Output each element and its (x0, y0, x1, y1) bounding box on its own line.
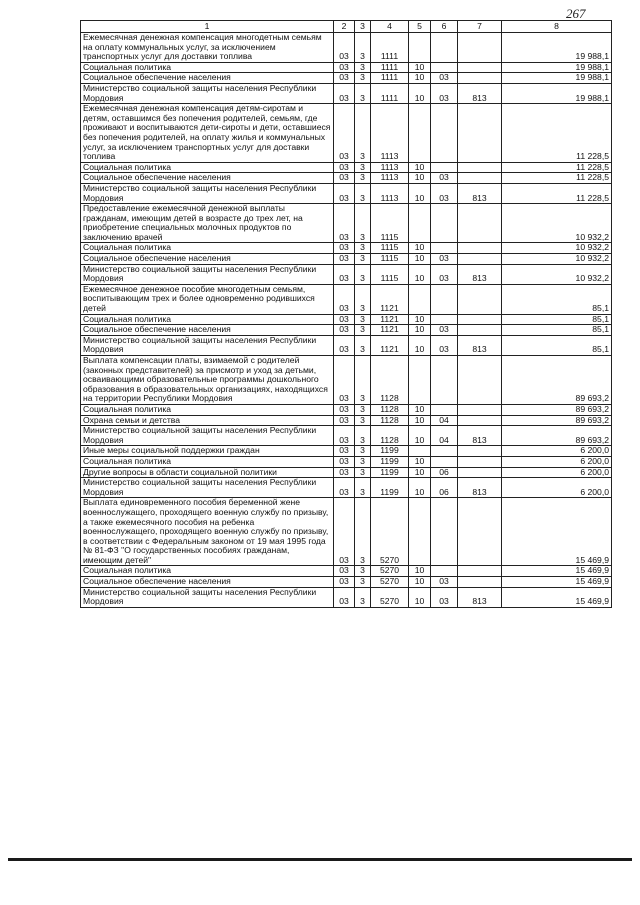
item-name-cell: Социальная политика (81, 314, 334, 325)
code-cell: 3 (355, 446, 371, 457)
department-cell: 813 (458, 264, 502, 284)
subsection-cell (431, 104, 458, 163)
section-cell (409, 204, 431, 243)
item-name-cell: Министерство социальной защиты населения Республики Мордовия (81, 478, 334, 498)
department-cell (458, 577, 502, 588)
item-name-cell: Ежемесячное денежное пособие многодетным семьям, воспитывающим трех и более одновременно родившихся детей (81, 284, 334, 314)
section-cell: 10 (409, 264, 431, 284)
table-row (81, 404, 612, 415)
table-row (81, 577, 612, 588)
header-cell: 2 (334, 21, 355, 33)
code-cell: 3 (355, 566, 371, 577)
code-cell: 03 (334, 498, 355, 566)
item-name-cell: Социальная политика (81, 456, 334, 467)
code-cell: 3 (355, 33, 371, 63)
subsection-cell: 03 (431, 83, 458, 103)
subsection-cell: 03 (431, 183, 458, 203)
item-name-cell: Ежемесячная денежная компенсация многодетным семьям на оплату коммунальных услуг, за исключением транспортных услуг для доставки топлива (81, 33, 334, 63)
amount-cell: 11 228,5 (502, 183, 612, 203)
item-name-cell: Министерство социальной защиты населения Республики Мордовия (81, 264, 334, 284)
code-cell: 3 (355, 314, 371, 325)
item-name-cell: Социальная политика (81, 162, 334, 173)
table-row (81, 587, 612, 607)
section-cell (409, 356, 431, 405)
table-row (81, 173, 612, 184)
department-cell (458, 254, 502, 265)
amount-cell: 19 988,1 (502, 62, 612, 73)
item-name-cell: Социальное обеспечение населения (81, 577, 334, 588)
subsection-cell (431, 162, 458, 173)
item-name-cell: Охрана семьи и детства (81, 415, 334, 426)
amount-cell: 15 469,9 (502, 577, 612, 588)
code-cell: 1121 (371, 335, 409, 355)
item-name-cell: Министерство социальной защиты населения Республики Мордовия (81, 426, 334, 446)
item-name-cell: Социальная политика (81, 62, 334, 73)
item-name-cell: Социальное обеспечение населения (81, 325, 334, 336)
amount-cell: 10 932,2 (502, 204, 612, 243)
section-cell: 10 (409, 587, 431, 607)
section-cell: 10 (409, 254, 431, 265)
department-cell (458, 314, 502, 325)
subsection-cell: 03 (431, 577, 458, 588)
code-cell: 03 (334, 404, 355, 415)
item-name-cell: Социальное обеспечение населения (81, 173, 334, 184)
code-cell: 3 (355, 73, 371, 84)
department-cell (458, 415, 502, 426)
amount-cell: 85,1 (502, 335, 612, 355)
code-cell: 3 (355, 404, 371, 415)
table-row (81, 73, 612, 84)
code-cell: 03 (334, 162, 355, 173)
section-cell: 10 (409, 335, 431, 355)
item-name-cell: Социальное обеспечение населения (81, 254, 334, 265)
code-cell: 3 (355, 284, 371, 314)
code-cell: 03 (334, 356, 355, 405)
department-cell: 813 (458, 478, 502, 498)
code-cell: 3 (355, 62, 371, 73)
subsection-cell: 03 (431, 254, 458, 265)
code-cell: 03 (334, 577, 355, 588)
code-cell: 5270 (371, 498, 409, 566)
header-cell: 3 (355, 21, 371, 33)
subsection-cell (431, 356, 458, 405)
amount-cell: 11 228,5 (502, 104, 612, 163)
code-cell: 1111 (371, 33, 409, 63)
code-cell: 03 (334, 456, 355, 467)
section-cell: 10 (409, 83, 431, 103)
code-cell: 5270 (371, 566, 409, 577)
amount-cell: 89 693,2 (502, 356, 612, 405)
table-row (81, 243, 612, 254)
code-cell: 3 (355, 356, 371, 405)
department-cell (458, 173, 502, 184)
subsection-cell (431, 314, 458, 325)
code-cell: 03 (334, 284, 355, 314)
header-cell: 1 (81, 21, 334, 33)
header-cell: 8 (502, 21, 612, 33)
amount-cell: 6 200,0 (502, 456, 612, 467)
item-name-cell: Выплата компенсации платы, взимаемой с родителей (законных представителей) за присмотр и уход за детьми, осваивающими образовательные программы дошкольного образования в образовательных организациях, находящихся на территории Республики Мордовия (81, 356, 334, 405)
amount-cell: 10 932,2 (502, 264, 612, 284)
section-cell: 10 (409, 577, 431, 588)
amount-cell: 10 932,2 (502, 243, 612, 254)
amount-cell: 10 932,2 (502, 254, 612, 265)
table-row (81, 162, 612, 173)
item-name-cell: Предоставление ежемесячной денежной выплаты гражданам, имеющим детей в возрасте до трех лет, на приобретение специальных молочных продуктов по заключению врачей (81, 204, 334, 243)
department-cell: 813 (458, 426, 502, 446)
department-cell (458, 33, 502, 63)
code-cell: 3 (355, 173, 371, 184)
department-cell (458, 456, 502, 467)
table-row (81, 183, 612, 203)
code-cell: 5270 (371, 577, 409, 588)
code-cell: 03 (334, 62, 355, 73)
amount-cell: 6 200,0 (502, 478, 612, 498)
code-cell: 03 (334, 426, 355, 446)
code-cell: 1128 (371, 426, 409, 446)
code-cell: 03 (334, 335, 355, 355)
table-row (81, 456, 612, 467)
section-cell (409, 33, 431, 63)
code-cell: 3 (355, 162, 371, 173)
code-cell: 3 (355, 183, 371, 203)
code-cell: 3 (355, 335, 371, 355)
section-cell (409, 284, 431, 314)
code-cell: 1113 (371, 173, 409, 184)
table-row (81, 314, 612, 325)
item-name-cell: Министерство социальной защиты населения Республики Мордовия (81, 83, 334, 103)
department-cell (458, 243, 502, 254)
amount-cell: 6 200,0 (502, 467, 612, 478)
page-number: 267 (566, 6, 586, 21)
subsection-cell: 03 (431, 264, 458, 284)
code-cell: 03 (334, 314, 355, 325)
code-cell: 3 (355, 83, 371, 103)
section-cell (409, 446, 431, 457)
code-cell: 1115 (371, 264, 409, 284)
code-cell: 1111 (371, 83, 409, 103)
amount-cell: 15 469,9 (502, 498, 612, 566)
department-cell (458, 467, 502, 478)
department-cell (458, 404, 502, 415)
section-cell: 10 (409, 183, 431, 203)
code-cell: 3 (355, 478, 371, 498)
section-cell: 10 (409, 566, 431, 577)
code-cell: 03 (334, 446, 355, 457)
budget-table (80, 20, 612, 608)
department-cell (458, 566, 502, 577)
code-cell: 3 (355, 426, 371, 446)
code-cell: 3 (355, 204, 371, 243)
code-cell: 1199 (371, 478, 409, 498)
amount-cell: 89 693,2 (502, 426, 612, 446)
subsection-cell (431, 284, 458, 314)
amount-cell: 85,1 (502, 284, 612, 314)
department-cell (458, 446, 502, 457)
subsection-cell: 03 (431, 173, 458, 184)
code-cell: 3 (355, 325, 371, 336)
department-cell (458, 204, 502, 243)
table-row (81, 104, 612, 163)
code-cell: 3 (355, 104, 371, 163)
amount-cell: 19 988,1 (502, 33, 612, 63)
amount-cell: 19 988,1 (502, 73, 612, 84)
subsection-cell: 03 (431, 325, 458, 336)
code-cell: 03 (334, 173, 355, 184)
code-cell: 03 (334, 104, 355, 163)
code-cell: 1199 (371, 446, 409, 457)
section-cell: 10 (409, 456, 431, 467)
department-cell (458, 73, 502, 84)
header-cell: 7 (458, 21, 502, 33)
department-cell (458, 62, 502, 73)
code-cell: 03 (334, 587, 355, 607)
code-cell: 3 (355, 254, 371, 265)
amount-cell: 15 469,9 (502, 566, 612, 577)
table-row (81, 498, 612, 566)
subsection-cell (431, 404, 458, 415)
subsection-cell (431, 33, 458, 63)
code-cell: 3 (355, 587, 371, 607)
subsection-cell: 03 (431, 73, 458, 84)
subsection-cell (431, 243, 458, 254)
code-cell: 03 (334, 325, 355, 336)
table-row (81, 446, 612, 457)
table-row (81, 83, 612, 103)
code-cell: 1121 (371, 314, 409, 325)
code-cell: 1113 (371, 183, 409, 203)
section-cell: 10 (409, 314, 431, 325)
section-cell: 10 (409, 478, 431, 498)
code-cell: 1111 (371, 73, 409, 84)
code-cell: 1115 (371, 204, 409, 243)
amount-cell: 89 693,2 (502, 415, 612, 426)
code-cell: 3 (355, 415, 371, 426)
subsection-cell: 03 (431, 587, 458, 607)
table-row (81, 467, 612, 478)
table-row (81, 415, 612, 426)
code-cell: 5270 (371, 587, 409, 607)
table-row (81, 264, 612, 284)
table-row (81, 356, 612, 405)
header-cell: 4 (371, 21, 409, 33)
section-cell: 10 (409, 62, 431, 73)
department-cell (458, 356, 502, 405)
section-cell: 10 (409, 404, 431, 415)
code-cell: 3 (355, 243, 371, 254)
header-cell: 5 (409, 21, 431, 33)
item-name-cell: Социальное обеспечение населения (81, 73, 334, 84)
code-cell: 1113 (371, 104, 409, 163)
subsection-cell (431, 204, 458, 243)
code-cell: 1199 (371, 467, 409, 478)
subsection-cell: 06 (431, 478, 458, 498)
item-name-cell: Ежемесячная денежная компенсация детям-сиротам и детям, оставшимся без попечения родителей, семьям, где проживают и воспитываются дети-сироты и дети, оставшиеся без попечения родителей, на оплату жилья и коммунальных услуг, за исключением транспортных услуг для доставки топлива (81, 104, 334, 163)
code-cell: 03 (334, 73, 355, 84)
code-cell: 1121 (371, 325, 409, 336)
item-name-cell: Социальная политика (81, 404, 334, 415)
item-name-cell: Выплата единовременного пособия беременной жене военнослужащего, проходящего военную службу по призыву, а также ежемесячного пособия на ребенка военнослужащего, проходящего военную службу по призыву, в соответствии с Федеральным законом от 19 мая 1995 года № 81-ФЗ "О государственных пособиях гражданам, имеющим детей" (81, 498, 334, 566)
department-cell (458, 325, 502, 336)
item-name-cell: Министерство социальной защиты населения Республики Мордовия (81, 183, 334, 203)
code-cell: 03 (334, 254, 355, 265)
subsection-cell (431, 498, 458, 566)
table-row (81, 204, 612, 243)
subsection-cell (431, 62, 458, 73)
section-cell (409, 104, 431, 163)
department-cell (458, 498, 502, 566)
table-row (81, 566, 612, 577)
code-cell: 03 (334, 566, 355, 577)
subsection-cell: 04 (431, 426, 458, 446)
amount-cell: 89 693,2 (502, 404, 612, 415)
code-cell: 3 (355, 498, 371, 566)
subsection-cell (431, 456, 458, 467)
department-cell (458, 104, 502, 163)
department-cell: 813 (458, 83, 502, 103)
subsection-cell: 03 (431, 335, 458, 355)
item-name-cell: Социальная политика (81, 566, 334, 577)
table-row (81, 335, 612, 355)
amount-cell: 11 228,5 (502, 162, 612, 173)
code-cell: 1121 (371, 284, 409, 314)
code-cell: 3 (355, 456, 371, 467)
table-body (81, 33, 612, 608)
section-cell: 10 (409, 73, 431, 84)
code-cell: 3 (355, 264, 371, 284)
subsection-cell (431, 566, 458, 577)
section-cell: 10 (409, 467, 431, 478)
code-cell: 3 (355, 577, 371, 588)
table-row (81, 254, 612, 265)
section-cell (409, 498, 431, 566)
code-cell: 03 (334, 264, 355, 284)
code-cell: 1115 (371, 254, 409, 265)
code-cell: 1115 (371, 243, 409, 254)
code-cell: 1113 (371, 162, 409, 173)
table-header-row (81, 21, 612, 33)
subsection-cell: 06 (431, 467, 458, 478)
code-cell: 03 (334, 478, 355, 498)
amount-cell: 15 469,9 (502, 587, 612, 607)
section-cell: 10 (409, 162, 431, 173)
table-row (81, 478, 612, 498)
item-name-cell: Министерство социальной защиты населения Республики Мордовия (81, 335, 334, 355)
item-name-cell: Другие вопросы в области социальной политики (81, 467, 334, 478)
amount-cell: 85,1 (502, 325, 612, 336)
code-cell: 03 (334, 83, 355, 103)
code-cell: 1128 (371, 415, 409, 426)
code-cell: 03 (334, 33, 355, 63)
section-cell: 10 (409, 243, 431, 254)
table-row (81, 284, 612, 314)
code-cell: 03 (334, 467, 355, 478)
section-cell: 10 (409, 325, 431, 336)
code-cell: 03 (334, 415, 355, 426)
code-cell: 1128 (371, 404, 409, 415)
subsection-cell (431, 446, 458, 457)
table-row (81, 62, 612, 73)
table-row (81, 33, 612, 63)
table-row (81, 426, 612, 446)
department-cell (458, 284, 502, 314)
section-cell: 10 (409, 426, 431, 446)
item-name-cell: Министерство социальной защиты населения Республики Мордовия (81, 587, 334, 607)
code-cell: 03 (334, 204, 355, 243)
code-cell: 1199 (371, 456, 409, 467)
amount-cell: 6 200,0 (502, 446, 612, 457)
code-cell: 1111 (371, 62, 409, 73)
header-cell: 6 (431, 21, 458, 33)
amount-cell: 11 228,5 (502, 173, 612, 184)
code-cell: 03 (334, 183, 355, 203)
item-name-cell: Социальная политика (81, 243, 334, 254)
item-name-cell: Иные меры социальной поддержки граждан (81, 446, 334, 457)
code-cell: 03 (334, 243, 355, 254)
subsection-cell: 04 (431, 415, 458, 426)
section-cell: 10 (409, 415, 431, 426)
department-cell: 813 (458, 335, 502, 355)
code-cell: 1128 (371, 356, 409, 405)
section-cell: 10 (409, 173, 431, 184)
amount-cell: 85,1 (502, 314, 612, 325)
code-cell: 3 (355, 467, 371, 478)
department-cell: 813 (458, 183, 502, 203)
table-row (81, 325, 612, 336)
department-cell (458, 162, 502, 173)
department-cell: 813 (458, 587, 502, 607)
page-bottom-rule (8, 858, 632, 861)
amount-cell: 19 988,1 (502, 83, 612, 103)
